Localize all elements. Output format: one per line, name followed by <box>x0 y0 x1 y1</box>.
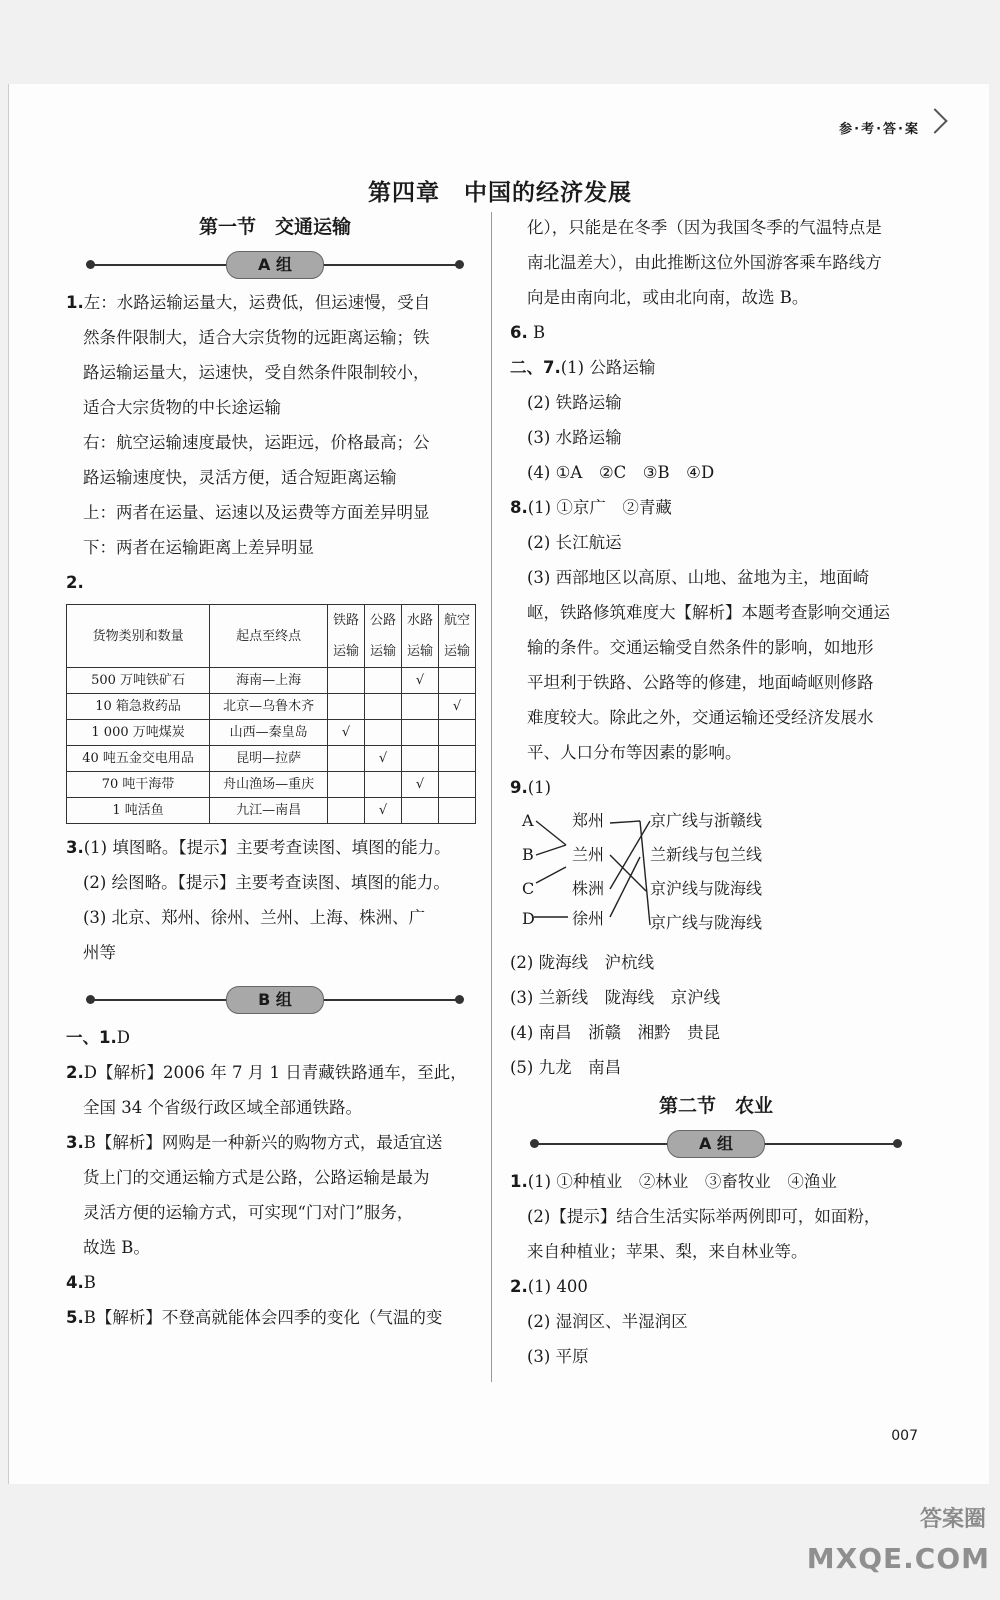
answer-line: (3) 兰新线 陇海线 京沪线 <box>510 988 721 1007</box>
section-title: 第一节 交通运输 <box>198 216 351 238</box>
match-letter: A <box>522 811 534 830</box>
link-c-zhuzhou <box>536 867 566 883</box>
watermark-logo: 答案圈 <box>919 1507 986 1532</box>
table-header: 水路运输 <box>402 605 439 668</box>
table-row: 10 箱急救药品 北京—乌鲁木齐 √ <box>67 694 476 720</box>
table-header: 公路运输 <box>365 605 402 668</box>
answer-line: 全国 34 个省级行政区域全部通铁路。 <box>83 1098 362 1117</box>
answer-line: 然条件限制大，适合大宗货物的远距离运输；铁 <box>83 328 430 347</box>
answer-line: 南北温差大），由此推断这位外国游客乘车路线方 <box>527 253 882 272</box>
answer-line: 6. B <box>510 323 546 342</box>
answer-line: (2) 湿润区、半湿润区 <box>527 1312 688 1331</box>
match-letter: C <box>522 879 535 898</box>
match-letter: B <box>522 845 534 864</box>
chapter-title: 第四章 中国的经济发展 <box>368 180 632 206</box>
group-banner <box>66 249 484 281</box>
page-number: 007 <box>891 1428 918 1444</box>
answer-line: 平坦利于铁路、公路等的修建，地面崎岖则修路 <box>527 673 874 692</box>
column-divider <box>491 212 492 1382</box>
table-header: 起点至终点 <box>210 605 328 668</box>
answer-line: (4) ①A ②C ③B ④D <box>527 463 715 482</box>
answer-line: (5) 九龙 南昌 <box>510 1058 622 1077</box>
answer-line: 1.左：水路运输运量大，运费低，但运速慢，受自 <box>66 293 431 312</box>
table-header: 铁路运输 <box>328 605 365 668</box>
answer-line: (2)【提示】结合生活实际举两例即可，如面粉， <box>527 1207 881 1226</box>
answer-line: (3) 西部地区以高原、山地、盆地为主，地面崎 <box>527 568 870 587</box>
question-number: 2. <box>66 573 84 592</box>
answer-line: 8.(1) ①京广 ②青藏 <box>510 498 672 517</box>
match-railway: 兰新线与包兰线 <box>650 845 763 864</box>
header-tag: 参·考·答·案 <box>839 122 920 137</box>
group-banner <box>510 1128 922 1160</box>
match-city: 郑州 <box>572 811 605 830</box>
answer-line: 右：航空运输速度最快，运距远，价格最高；公 <box>83 433 430 452</box>
group-label: B 组 <box>226 986 324 1014</box>
match-city: 兰州 <box>572 845 605 864</box>
answer-line: 路运输速度快，灵活方便，适合短距离运输 <box>83 468 397 487</box>
link-zhuzhou-line <box>610 821 650 889</box>
match-letter: D <box>522 909 535 928</box>
section-title: 第二节 农业 <box>658 1095 773 1117</box>
railway-matching-diagram <box>510 805 922 945</box>
answer-line: 路运输运量大，运速快，受自然条件限制较小， <box>83 363 430 382</box>
group-banner <box>66 984 484 1016</box>
answer-line: 5.B【解析】不登高就能体会四季的变化（气温的变 <box>66 1308 443 1327</box>
answer-line: 货上门的交通运输方式是公路，公路运输是最为 <box>83 1168 430 1187</box>
match-railway: 京广线与陇海线 <box>650 913 763 932</box>
answer-line: 平、人口分布等因素的影响。 <box>527 743 742 762</box>
group-label: A 组 <box>667 1130 765 1158</box>
answer-line: 3.(1) 填图略。【提示】主要考查读图、填图的能力。 <box>66 838 451 857</box>
link-zhengzhou-line <box>610 821 640 823</box>
link-a-zhengzhou <box>536 821 566 845</box>
answer-line: (4) 南昌 浙赣 湘黔 贵昆 <box>510 1023 721 1042</box>
answer-line: 来自种植业；苹果、梨，来自林业等。 <box>527 1242 808 1261</box>
answer-line: 灵活方便的运输方式，可实现“门对门”服务， <box>83 1203 414 1222</box>
answer-line: (2) 铁路运输 <box>527 393 622 412</box>
answer-line: 上：两者在运量、运速以及运费等方面差异明显 <box>83 503 430 522</box>
table-row: 1 000 万吨煤炭 山西—秦皇岛 √ <box>67 720 476 746</box>
answer-line: (2) 长江航运 <box>527 533 622 552</box>
answer-line: (3) 水路运输 <box>527 428 622 447</box>
table-header: 货物类别和数量 <box>67 605 210 668</box>
answer-line: 向是由南向北，或由北向南，故选 B。 <box>527 288 809 307</box>
transport-table <box>66 604 476 824</box>
left-column <box>66 210 484 1335</box>
table-row: 40 吨五金交电用品 昆明—拉萨 √ <box>67 746 476 772</box>
group-label: A 组 <box>226 251 324 279</box>
answer-line: (3) 北京、郑州、徐州、兰州、上海、株洲、广 <box>83 908 426 927</box>
table-row: 1 吨活鱼 九江—南昌 √ <box>67 798 476 824</box>
table-row: 500 万吨铁矿石 海南—上海 √ <box>67 668 476 694</box>
match-city: 徐州 <box>572 909 605 928</box>
answer-line: 4.B <box>66 1273 96 1292</box>
link-lanzhou-line <box>610 855 646 891</box>
answer-line: 州等 <box>83 943 116 962</box>
answer-line: 1.(1) ①种植业 ②林业 ③畜牧业 ④渔业 <box>510 1172 837 1191</box>
watermark-url: MXQE.COM <box>806 1542 990 1575</box>
answer-line: 一、1.D <box>66 1028 130 1047</box>
answer-line: 下：两者在运输距离上差异明显 <box>83 538 314 557</box>
table-row: 70 吨干海带 舟山渔场—重庆 √ <box>67 772 476 798</box>
answer-line: 输的条件。交通运输受自然条件的影响，如地形 <box>527 638 874 657</box>
answer-line: 2.(1) 400 <box>510 1277 588 1296</box>
answer-line: 2.D【解析】2006 年 7 月 1 日青藏铁路通车，至此， <box>66 1063 467 1082</box>
answer-line: 难度较大。除此之外，交通运输还受经济发展水 <box>527 708 874 727</box>
match-railway: 京广线与浙赣线 <box>650 811 763 830</box>
link-xuzhou-line <box>610 857 640 917</box>
answer-line: 化），只能是在冬季（因为我国冬季的气温特点是 <box>527 218 882 237</box>
answer-line: 3.B【解析】网购是一种新兴的购物方式，最适宜送 <box>66 1133 443 1152</box>
answer-line: 岖，铁路修筑难度大【解析】本题考查影响交通运 <box>527 603 890 622</box>
answer-line: (2) 陇海线 沪杭线 <box>510 953 655 972</box>
link-cross <box>640 821 650 925</box>
match-railway: 京沪线与陇海线 <box>650 879 763 898</box>
link-b-lanzhou <box>536 845 566 855</box>
right-column <box>510 210 922 1374</box>
answer-line: 9.(1) <box>510 778 552 797</box>
table-header: 航空运输 <box>439 605 476 668</box>
match-city: 株洲 <box>572 879 605 898</box>
answer-line: 二、7.(1) 公路运输 <box>510 358 656 377</box>
answer-line: (3) 平原 <box>527 1347 589 1366</box>
answer-line: (2) 绘图略。【提示】主要考查读图、填图的能力。 <box>83 873 450 892</box>
answer-line: 故选 B。 <box>83 1238 150 1257</box>
answer-line: 适合大宗货物的中长途运输 <box>83 398 281 417</box>
